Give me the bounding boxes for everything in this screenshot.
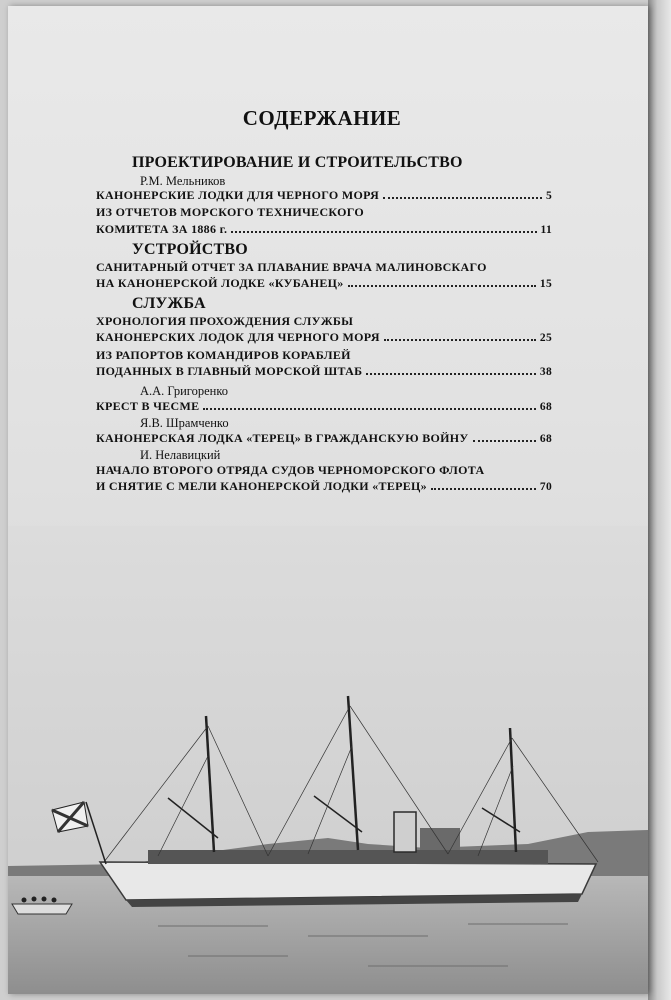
entry-title: ПОДАННЫХ В ГЛАВНЫЙ МОРСКОЙ ШТАБ bbox=[96, 364, 363, 378]
section-heading-structure: УСТРОЙСТВО bbox=[132, 241, 248, 258]
entry-title: КАНОНЕРСКИХ ЛОДОК ДЛЯ ЧЕРНОГО МОРЯ bbox=[96, 330, 380, 344]
rowing-boat bbox=[12, 904, 72, 914]
page-number: 68 bbox=[539, 433, 552, 445]
book-edge bbox=[648, 0, 671, 1000]
author-shramchenko: Я.В. Шрамченко bbox=[140, 416, 229, 430]
page-number: 11 bbox=[540, 224, 552, 236]
toc-entry[interactable] bbox=[96, 330, 552, 345]
author-nelavitsky: И. Нелавицкий bbox=[140, 448, 221, 462]
page-number: 5 bbox=[545, 190, 552, 202]
dot-leader bbox=[203, 408, 535, 410]
superstructure bbox=[148, 850, 548, 864]
page-number: 38 bbox=[539, 366, 552, 378]
entry-title: КРЕСТ В ЧЕСМЕ bbox=[96, 399, 200, 413]
toc-entry[interactable] bbox=[96, 479, 552, 494]
dot-leader bbox=[383, 197, 542, 199]
dot-leader bbox=[473, 440, 536, 442]
dot-leader bbox=[366, 373, 536, 375]
entry-title: И СНЯТИЕ С МЕЛИ КАНОНЕРСКОЙ ЛОДКИ «ТЕРЕЦ» bbox=[96, 479, 427, 493]
toc-entry[interactable] bbox=[96, 399, 552, 414]
deckhouse bbox=[420, 828, 460, 850]
page-number: 25 bbox=[539, 332, 552, 344]
entry-title: КАНОНЕРСКАЯ ЛОДКА «ТЕРЕЦ» В ГРАЖДАНСКУЮ ВОЙНУ bbox=[96, 431, 469, 445]
toc-entry[interactable] bbox=[96, 364, 552, 379]
page-number: 68 bbox=[539, 401, 552, 413]
entry-title: ИЗ РАПОРТОВ КОМАНДИРОВ КОРАБЛЕЙ bbox=[96, 348, 351, 362]
entry-title: ХРОНОЛОГИЯ ПРОХОЖДЕНИЯ СЛУЖБЫ bbox=[96, 314, 354, 328]
entry-title: НАЧАЛО ВТОРОГО ОТРЯДА СУДОВ ЧЕРНОМОРСКОГО ФЛОТА bbox=[96, 463, 485, 477]
toc-entry[interactable] bbox=[96, 188, 552, 203]
funnel bbox=[394, 812, 416, 852]
ship-hull bbox=[100, 862, 596, 900]
dot-leader bbox=[431, 488, 536, 490]
section-heading-design: ПРОЕКТИРОВАНИЕ И СТРОИТЕЛЬСТВО bbox=[132, 154, 463, 171]
entry-title: НА КАНОНЕРСКОЙ ЛОДКЕ «КУБАНЕЦ» bbox=[96, 276, 344, 290]
entry-title: САНИТАРНЫЙ ОТЧЕТ ЗА ПЛАВАНИЕ ВРАЧА МАЛИНОВСКАГО bbox=[96, 260, 487, 274]
page-number: 15 bbox=[539, 278, 552, 290]
entry-title: КОМИТЕТА ЗА 1886 г. bbox=[96, 222, 228, 236]
author-melnikov: Р.М. Мельников bbox=[140, 174, 226, 188]
toc-entry[interactable] bbox=[96, 222, 552, 237]
page-number: 70 bbox=[539, 481, 552, 493]
toc-entry[interactable] bbox=[96, 431, 552, 446]
dot-leader bbox=[384, 339, 536, 341]
book-page bbox=[8, 6, 648, 994]
gunboat-photo bbox=[8, 526, 648, 994]
table-of-contents bbox=[8, 6, 648, 526]
toc-entry[interactable] bbox=[96, 276, 552, 291]
entry-title: ИЗ ОТЧЕТОВ МОРСКОГО ТЕХНИЧЕСКОГО bbox=[96, 205, 365, 219]
author-grigorenko: А.А. Григоренко bbox=[140, 384, 229, 398]
dot-leader bbox=[231, 231, 536, 233]
section-heading-service: СЛУЖБА bbox=[132, 295, 206, 312]
entry-title: КАНОНЕРСКИЕ ЛОДКИ ДЛЯ ЧЕРНОГО МОРЯ bbox=[96, 188, 380, 202]
toc-title: СОДЕРЖАНИЕ bbox=[242, 106, 402, 130]
dot-leader bbox=[348, 285, 536, 287]
